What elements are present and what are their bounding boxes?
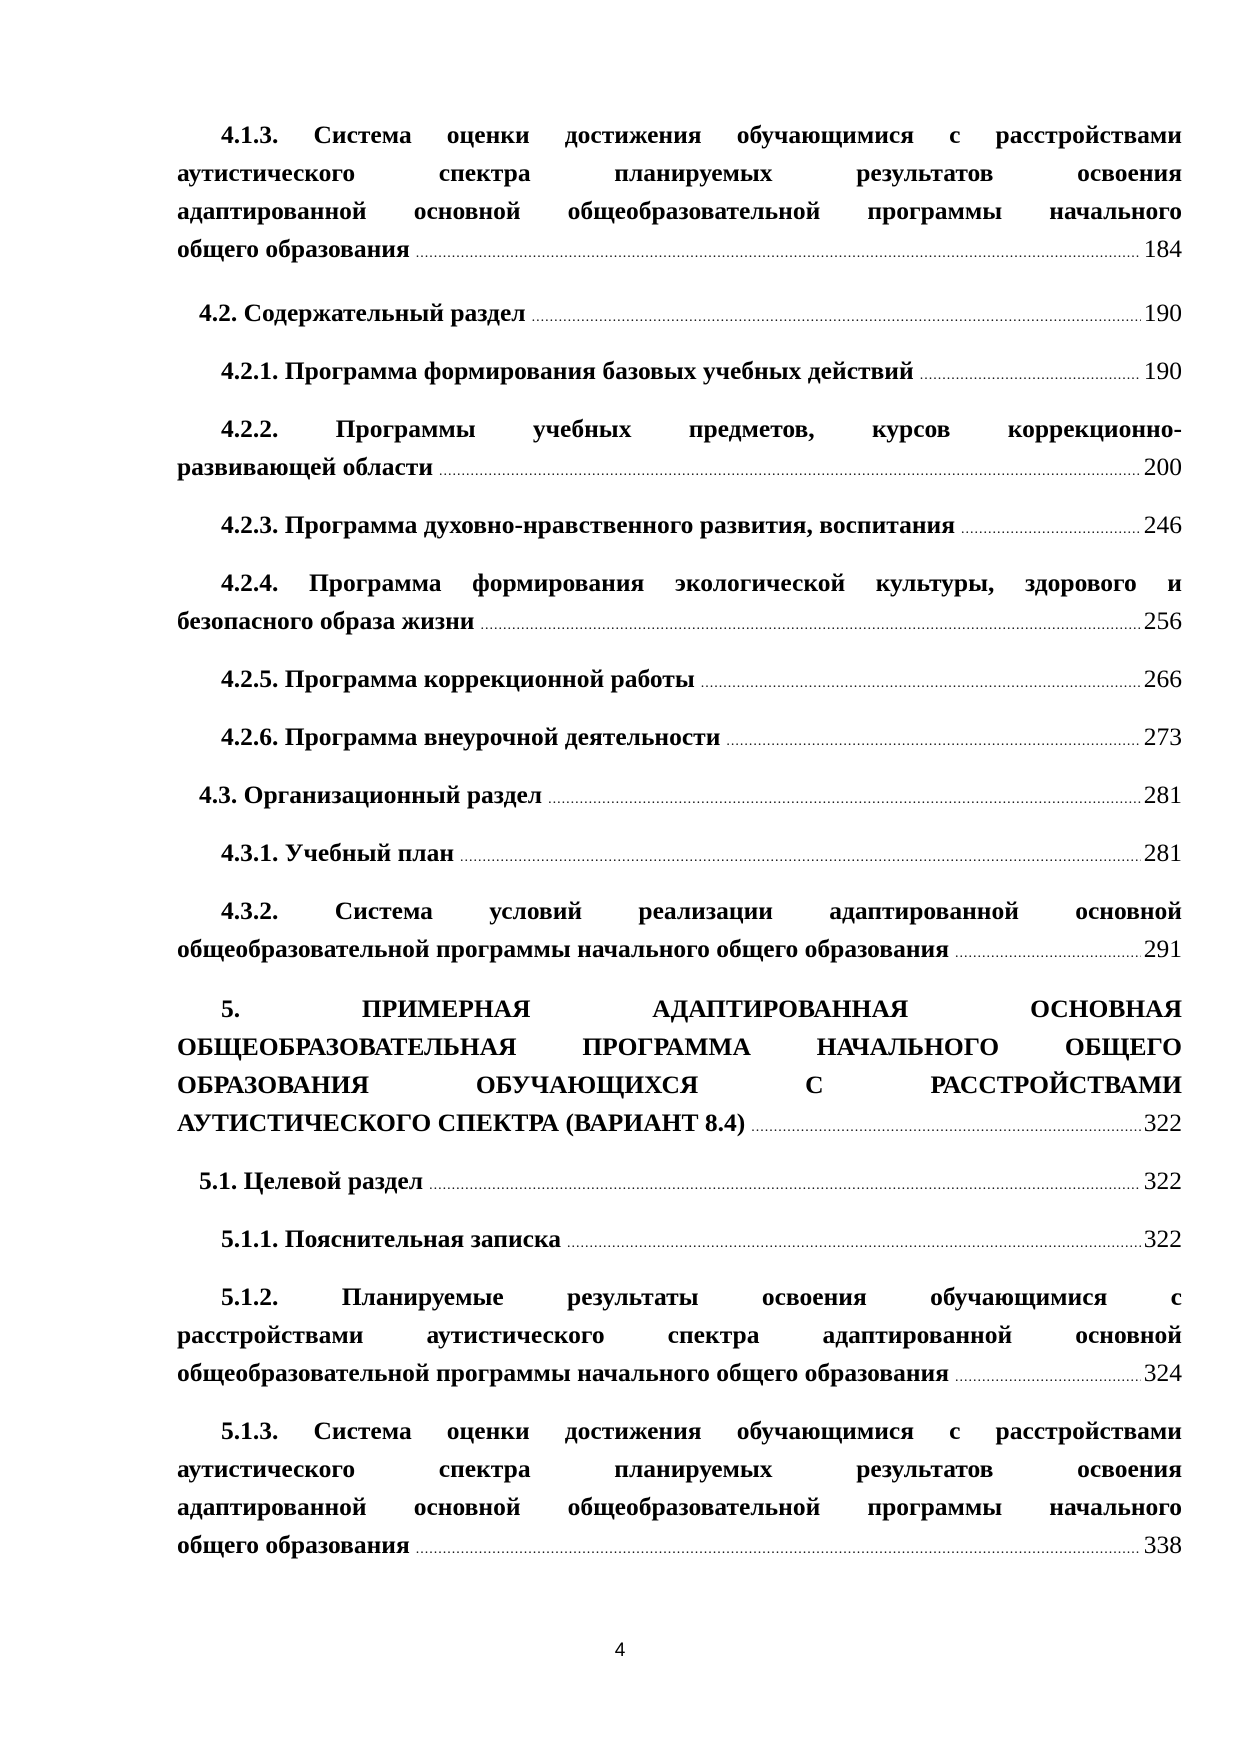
toc-page-number: 281: [1143, 780, 1182, 809]
dot-leader: [920, 357, 1141, 395]
toc-entry-title: 4.3.1. Учебный план: [221, 838, 455, 867]
toc-entry-4-2-6[interactable]: [177, 718, 1182, 761]
toc-entry-4-1-3[interactable]: [177, 116, 1182, 273]
table-of-contents: [177, 116, 1182, 1569]
dot-leader: [955, 1359, 1141, 1397]
toc-page-number: 184: [1143, 234, 1182, 263]
toc-entry-4-3-2[interactable]: [177, 892, 1182, 973]
toc-page-number: 322: [1143, 1108, 1182, 1137]
toc-entry-title: 4.2.1. Программа формирования базовых учебных действий: [221, 356, 914, 385]
toc-entry-5-1-1[interactable]: [177, 1220, 1182, 1263]
toc-page-number: 273: [1143, 722, 1182, 751]
toc-entry-line: аутистического спектра планируемых результатов освоения: [177, 1454, 1182, 1483]
dot-leader: [567, 1225, 1141, 1263]
toc-entry-line: 4.3.2. Система условий реализации адаптированной основной: [221, 896, 1182, 925]
toc-entry-title: 4.2. Содержательный раздел: [199, 298, 526, 327]
toc-entry-line: ОБРАЗОВАНИЯ ОБУЧАЮЩИХСЯ С РАССТРОЙСТВАМИ: [177, 1070, 1182, 1099]
toc-entry-line: аутистического спектра планируемых результатов освоения: [177, 158, 1182, 187]
toc-entry-line: общеобразовательной программы начального общего образования: [177, 934, 949, 963]
toc-entry-line: адаптированной основной общеобразовательной программы начального: [177, 196, 1182, 225]
toc-page-number: 266: [1143, 664, 1182, 693]
toc-entry-title: 4.2.6. Программа внеурочной деятельности: [221, 722, 721, 751]
page-number: 4: [614, 1640, 626, 1661]
toc-page-number: 190: [1143, 298, 1182, 327]
toc-entry-line: 5.1.2. Планируемые результаты освоения обучающимися с: [221, 1282, 1182, 1311]
toc-entry-line: 4.2.2. Программы учебных предметов, курсов коррекционно-: [221, 414, 1182, 443]
toc-entry-line: 5. ПРИМЕРНАЯ АДАПТИРОВАННАЯ ОСНОВНАЯ: [221, 994, 1182, 1023]
toc-page-number: 256: [1143, 606, 1182, 635]
toc-page-number: 281: [1143, 838, 1182, 867]
toc-page-number: 324: [1143, 1358, 1182, 1387]
toc-entry-title: 5.1. Целевой раздел: [199, 1166, 424, 1195]
toc-entry-title: 4.2.5. Программа коррекционной работы: [221, 664, 695, 693]
toc-entry-5-1-3[interactable]: [177, 1412, 1182, 1569]
dot-leader: [548, 781, 1141, 819]
toc-entry-line: 5.1.3. Система оценки достижения обучающимися с расстройствами: [221, 1416, 1182, 1445]
toc-entry-line: 4.1.3. Система оценки достижения обучающимися с расстройствами: [221, 120, 1182, 149]
toc-entry-title: 5.1.1. Пояснительная записка: [221, 1224, 562, 1253]
toc-entry-5-1-2[interactable]: [177, 1278, 1182, 1397]
toc-entry-4-2[interactable]: [177, 294, 1182, 337]
toc-page-number: 291: [1143, 934, 1182, 963]
dot-leader: [429, 1167, 1141, 1205]
toc-page-number: 322: [1143, 1224, 1182, 1253]
toc-entry-4-3-1[interactable]: [177, 834, 1182, 877]
toc-entry-4-2-3[interactable]: [177, 506, 1182, 549]
toc-page-number: 246: [1143, 510, 1182, 539]
toc-entry-4-2-1[interactable]: [177, 352, 1182, 395]
dot-leader: [416, 1531, 1141, 1569]
dot-leader: [751, 1109, 1141, 1147]
toc-entry-4-3[interactable]: [177, 776, 1182, 819]
dot-leader: [532, 299, 1141, 337]
toc-entry-title: 4.2.3. Программа духовно-нравственного развития, воспитания: [221, 510, 956, 539]
toc-entry-line: развивающей области: [177, 452, 434, 481]
toc-entry-line: общего образования: [177, 234, 410, 263]
toc-entry-4-2-4[interactable]: [177, 564, 1182, 645]
toc-page-number: 338: [1143, 1530, 1182, 1559]
dot-leader: [955, 935, 1141, 973]
toc-entry-5[interactable]: [177, 990, 1182, 1147]
toc-page-number: 200: [1143, 452, 1182, 481]
toc-page-number: 190: [1143, 356, 1182, 385]
toc-page-number: 322: [1143, 1166, 1182, 1195]
dot-leader: [439, 453, 1141, 491]
dot-leader: [701, 665, 1141, 703]
toc-entry-line: адаптированной основной общеобразовательной программы начального: [177, 1492, 1182, 1521]
toc-entry-line: АУТИСТИЧЕСКОГО СПЕКТРА (ВАРИАНТ 8.4): [177, 1108, 746, 1137]
toc-entry-line: ОБЩЕОБРАЗОВАТЕЛЬНАЯ ПРОГРАММА НАЧАЛЬНОГО ОБЩЕГО: [177, 1032, 1182, 1061]
toc-entry-line: общеобразовательной программы начального общего образования: [177, 1358, 949, 1387]
dot-leader: [726, 723, 1140, 761]
dot-leader: [961, 511, 1141, 549]
toc-entry-title: 4.3. Организационный раздел: [199, 780, 543, 809]
toc-entry-line: 4.2.4. Программа формирования экологической культуры, здорового и: [221, 568, 1182, 597]
toc-entry-line: общего образования: [177, 1530, 410, 1559]
toc-entry-4-2-5[interactable]: [177, 660, 1182, 703]
toc-entry-line: расстройствами аутистического спектра адаптированной основной: [177, 1320, 1182, 1349]
dot-leader: [480, 607, 1140, 645]
toc-entry-line: безопасного образа жизни: [177, 606, 475, 635]
dot-leader: [416, 235, 1141, 273]
dot-leader: [460, 839, 1141, 877]
toc-entry-4-2-2[interactable]: [177, 410, 1182, 491]
toc-entry-5-1[interactable]: [177, 1162, 1182, 1205]
